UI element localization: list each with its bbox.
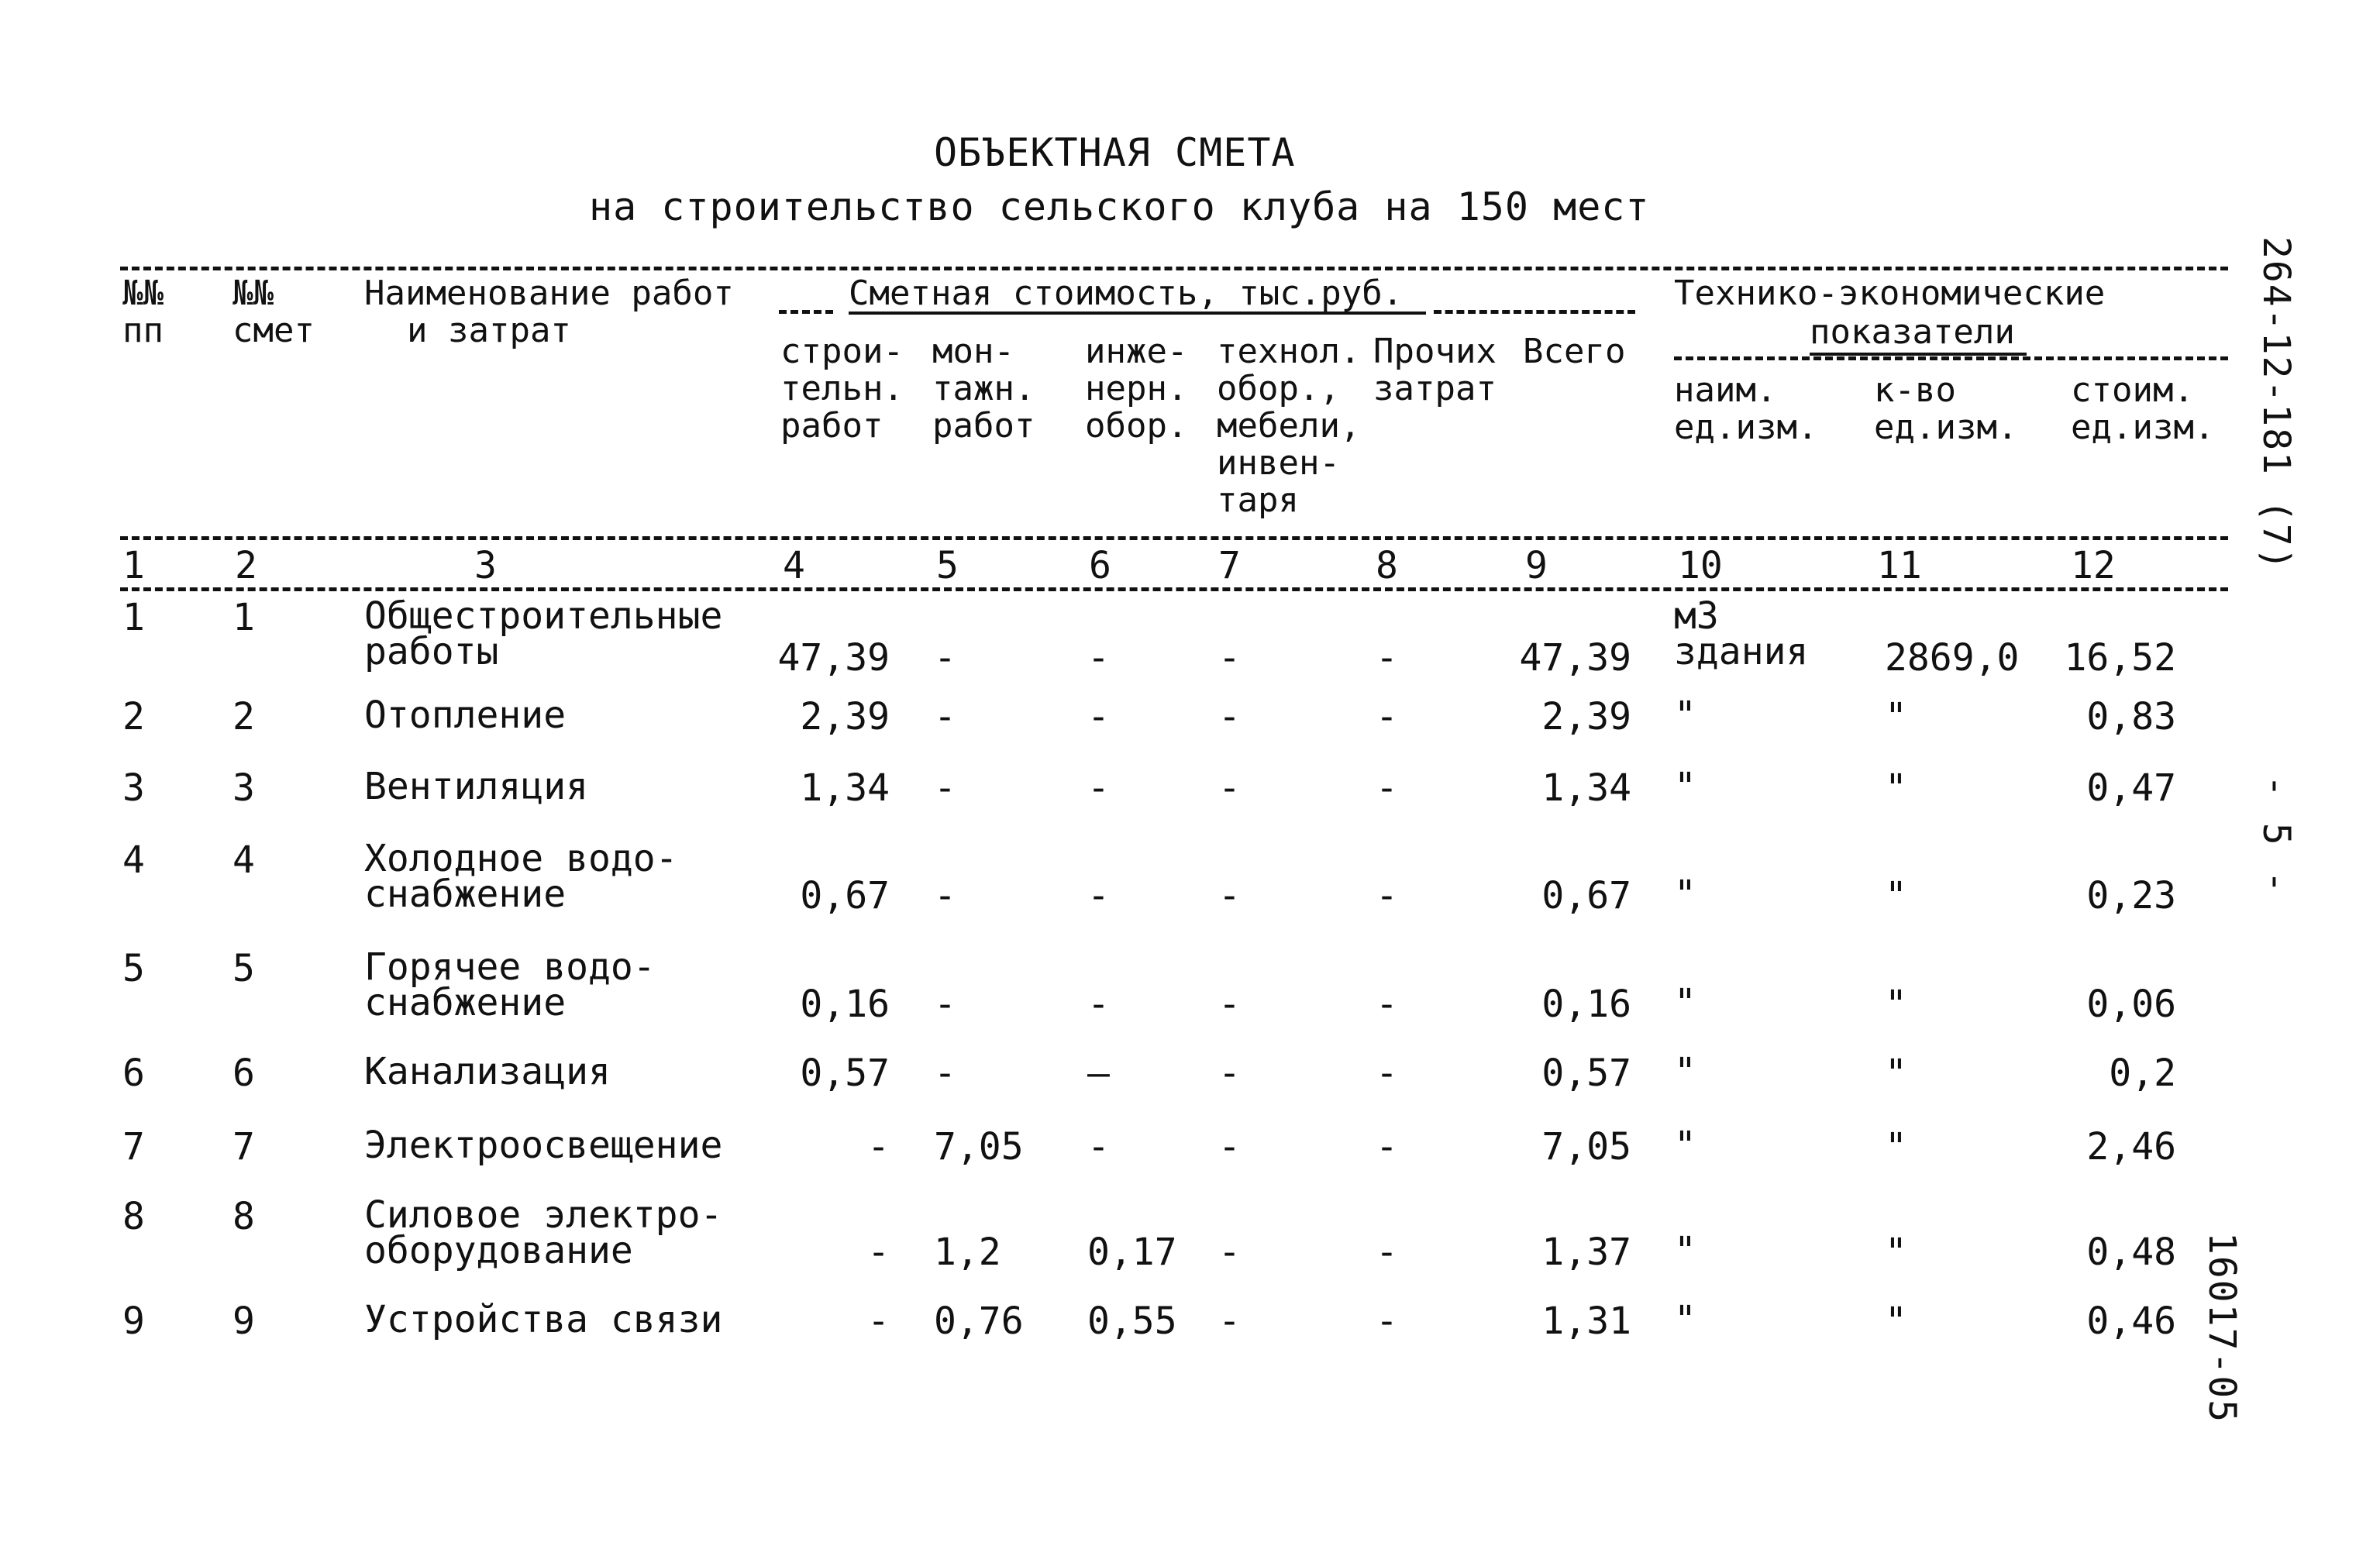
header-col-9-l1: Всего [1523, 332, 1626, 371]
header-tech-group-line2: показатели [1810, 312, 2015, 352]
row-number: 6 [122, 1052, 145, 1095]
cell-c8: - [1376, 874, 1398, 917]
unit-name-line: " [1674, 1124, 1696, 1167]
cell-c6: - [1087, 1125, 1110, 1169]
header-col-12-l1: стоим. [2071, 370, 2194, 410]
estimate-number: 8 [232, 1195, 255, 1238]
cell-c7: - [1218, 1231, 1241, 1274]
cell-c5: 1,2 [934, 1231, 1001, 1274]
cell-c10 [1674, 981, 1696, 1024]
cell-c12: 0,06 [2086, 983, 2176, 1026]
header-col-4-l2: тельн. [780, 369, 904, 408]
cell-c10 [1674, 694, 1696, 737]
col-number-12: 12 [2071, 544, 2116, 587]
cell-c5: 7,05 [934, 1125, 1024, 1169]
cell-c4: - [867, 1231, 890, 1274]
cell-c7: - [1218, 1052, 1241, 1095]
cell-c9: 1,37 [1541, 1231, 1631, 1274]
row-number: 9 [122, 1300, 145, 1343]
cell-c12: 16,52 [2064, 636, 2176, 680]
cell-c6: - [1087, 874, 1110, 917]
cell-c9: 1,31 [1541, 1300, 1631, 1343]
cell-c10 [1674, 873, 1696, 916]
header-col-6-l3: обор. [1085, 406, 1188, 446]
work-name [364, 594, 723, 673]
unit-name-line: " [1674, 873, 1696, 916]
header-col-11-l1: к-во [1874, 370, 1956, 410]
work-name [364, 765, 588, 808]
header-col-6-l1: инже- [1085, 332, 1188, 371]
cell-c11: " [1885, 1300, 1907, 1343]
cell-c12: 0,2 [2109, 1052, 2176, 1095]
work-name-line: Холодное водо- [364, 837, 678, 880]
header-col-4 [780, 333, 904, 445]
estimate-number: 4 [232, 838, 255, 882]
cell-c5: - [934, 983, 956, 1026]
row-number: 3 [122, 766, 145, 810]
unit-name-line: " [1674, 765, 1696, 808]
cost-group-rule-right [1434, 310, 1635, 314]
cell-c4: 0,16 [800, 983, 890, 1026]
unit-name-line: " [1674, 694, 1696, 737]
work-name-line: Электроосвещение [364, 1124, 723, 1167]
header-col-4-l3: работ [780, 406, 883, 446]
work-name-line: снабжение [364, 981, 567, 1024]
cell-c12: 0,48 [2086, 1231, 2176, 1274]
cell-c4: 47,39 [777, 636, 890, 680]
cell-c8: - [1376, 1300, 1398, 1343]
cell-c4: 1,34 [800, 766, 890, 810]
header-col-5 [932, 333, 1035, 445]
header-col-12 [2071, 372, 2214, 446]
cell-c11: " [1885, 766, 1907, 810]
col-number-5: 5 [936, 544, 959, 587]
cell-c4: 2,39 [800, 695, 890, 738]
document-title: ОБЪЕКТНАЯ СМЕТА [934, 130, 1296, 175]
col-number-3: 3 [474, 544, 497, 587]
archive-number: 16017-05 [2200, 1232, 2244, 1424]
cell-c9: 2,39 [1541, 695, 1631, 738]
col-number-2: 2 [235, 544, 257, 587]
cell-c7: - [1218, 636, 1241, 680]
cell-c11: " [1885, 874, 1907, 917]
cell-c8: - [1376, 695, 1398, 738]
cell-c11: 2869,0 [1885, 636, 2020, 680]
header-col-6-l2: нерн. [1085, 369, 1188, 408]
header-np [122, 275, 164, 349]
header-col-4-l1: строи- [780, 332, 904, 371]
header-col-7-l1: технол. [1217, 332, 1361, 371]
cell-c6: — [1087, 1052, 1110, 1095]
work-name [364, 1193, 723, 1272]
side-code: 264-12-181 (7) [2254, 236, 2298, 572]
work-name [364, 1298, 723, 1341]
header-col-12-l2: ед.изм. [2071, 408, 2215, 447]
cell-c6: - [1087, 766, 1110, 810]
cell-c9: 0,16 [1541, 983, 1631, 1026]
numbers-bottom-rule [120, 587, 2228, 591]
estimate-number: 3 [232, 766, 255, 810]
cell-c6: 0,55 [1087, 1300, 1177, 1343]
header-cost-group: Сметная стоимость, тыс.руб. [849, 274, 1404, 313]
header-col-8-l2: затрат [1373, 369, 1497, 408]
header-col-7-l3: мебели, [1217, 406, 1361, 446]
cell-c10 [1674, 1124, 1696, 1167]
cell-c11: " [1885, 1125, 1907, 1169]
cell-c6: - [1087, 983, 1110, 1026]
cell-c12: 0,83 [2086, 695, 2176, 738]
header-col-10 [1674, 372, 1817, 446]
cell-c9: 0,57 [1541, 1052, 1631, 1095]
header-smet [232, 275, 315, 349]
cell-c12: 2,46 [2086, 1125, 2176, 1169]
header-smet-line2: смет [232, 311, 315, 350]
cell-c10 [1674, 1050, 1696, 1093]
estimate-number: 2 [232, 695, 255, 738]
col-number-8: 8 [1376, 544, 1398, 587]
cell-c8: - [1376, 766, 1398, 810]
cell-c4: 0,57 [800, 1052, 890, 1095]
cell-c5: - [934, 695, 956, 738]
cell-c9: 7,05 [1541, 1125, 1631, 1169]
col-number-9: 9 [1525, 544, 1548, 587]
cell-c10 [1674, 1229, 1696, 1272]
col-number-6: 6 [1089, 544, 1111, 587]
cell-c5: - [934, 636, 956, 680]
unit-name-line: " [1674, 1050, 1696, 1093]
header-tech-group-line1: Технико-экономические [1674, 274, 2106, 313]
work-name [364, 1124, 723, 1167]
work-name-line: Канализация [364, 1050, 611, 1093]
cell-c7: - [1218, 695, 1241, 738]
work-name-line: снабжение [364, 873, 567, 916]
cell-c10 [1674, 594, 1809, 673]
cell-c12: 0,46 [2086, 1300, 2176, 1343]
cell-c8: - [1376, 1052, 1398, 1095]
cell-c8: - [1376, 1231, 1398, 1274]
work-name [364, 837, 678, 916]
cell-c4: - [867, 1300, 890, 1343]
cell-c10 [1674, 1298, 1696, 1341]
cell-c6: 0,17 [1087, 1231, 1177, 1274]
cell-c5: - [934, 766, 956, 810]
cell-c11: " [1885, 983, 1907, 1026]
header-col-7-l5: таря [1217, 480, 1299, 520]
header-col-8 [1373, 333, 1497, 408]
cell-c6: - [1087, 695, 1110, 738]
cell-c9: 1,34 [1541, 766, 1631, 810]
cell-c5: - [934, 874, 956, 917]
header-col-7 [1217, 333, 1360, 519]
cell-c8: - [1376, 983, 1398, 1026]
col-number-1: 1 [122, 544, 145, 587]
cell-c11: " [1885, 695, 1907, 738]
header-smet-line1: №№ [232, 274, 274, 313]
cell-c7: - [1218, 1300, 1241, 1343]
work-name [364, 694, 567, 737]
header-col-6 [1085, 333, 1187, 445]
work-name [364, 1050, 611, 1093]
unit-name-line: " [1674, 1298, 1696, 1341]
header-col-5-l1: мон- [932, 332, 1014, 371]
row-number: 4 [122, 838, 145, 882]
cost-group-rule-left [779, 310, 833, 314]
tech-subheader-rule [1674, 356, 2228, 360]
header-col-11 [1874, 372, 2017, 446]
header-col-5-l3: работ [932, 406, 1035, 446]
col-number-4: 4 [783, 544, 805, 587]
cell-c12: 0,23 [2086, 874, 2176, 917]
unit-name-line: " [1674, 981, 1696, 1024]
header-np-line1: №№ [122, 274, 164, 313]
header-col-5-l2: тажн. [932, 369, 1035, 408]
header-col-7-l2: обор., [1217, 369, 1340, 408]
cell-c7: - [1218, 874, 1241, 917]
header-name-line1: Наименование работ [364, 274, 734, 313]
work-name-line: Вентиляция [364, 765, 588, 808]
cell-c8: - [1376, 636, 1398, 680]
cell-c5: - [934, 1052, 956, 1095]
cell-c11: " [1885, 1052, 1907, 1095]
header-np-line2: пп [122, 311, 164, 350]
cell-c7: - [1218, 1125, 1241, 1169]
estimate-number: 9 [232, 1300, 255, 1343]
col-number-10: 10 [1678, 544, 1723, 587]
unit-name-line: здания [1674, 630, 1809, 673]
estimate-number: 5 [232, 947, 255, 990]
cell-c6: - [1087, 636, 1110, 680]
document-subtitle: на строительство сельского клуба на 150 мест [589, 184, 1650, 229]
page-number: - 5 - [2254, 775, 2298, 895]
row-number: 5 [122, 947, 145, 990]
cell-c9: 0,67 [1541, 874, 1631, 917]
cell-c8: - [1376, 1125, 1398, 1169]
row-number: 2 [122, 695, 145, 738]
cell-c9: 47,39 [1519, 636, 1631, 680]
header-bottom-rule [120, 536, 2228, 540]
work-name [364, 945, 656, 1024]
work-name-line: Общестроительные [364, 594, 723, 638]
cell-c7: - [1218, 766, 1241, 810]
estimate-number: 7 [232, 1125, 255, 1169]
estimate-number: 1 [232, 596, 255, 639]
work-name-line: Отопление [364, 694, 567, 737]
work-name-line: оборудование [364, 1229, 633, 1272]
cell-c4: 0,67 [800, 874, 890, 917]
header-name [364, 275, 734, 349]
cell-c10 [1674, 765, 1696, 808]
header-col-7-l4: инвен- [1217, 443, 1340, 483]
work-name-line: Горячее водо- [364, 945, 656, 989]
header-col-10-l2: ед.изм. [1674, 408, 1818, 447]
cell-c7: - [1218, 983, 1241, 1026]
work-name-line: Силовое электро- [364, 1193, 723, 1237]
row-number: 1 [122, 596, 145, 639]
header-name-line2: и затрат [407, 311, 571, 350]
header-col-11-l2: ед.изм. [1874, 408, 2018, 447]
row-number: 8 [122, 1195, 145, 1238]
cell-c11: " [1885, 1231, 1907, 1274]
col-number-11: 11 [1877, 544, 1922, 587]
col-number-7: 7 [1218, 544, 1241, 587]
work-name-line: работы [364, 630, 499, 673]
unit-name-line: " [1674, 1229, 1696, 1272]
estimate-number: 6 [232, 1052, 255, 1095]
row-number: 7 [122, 1125, 145, 1169]
work-name-line: Устройства связи [364, 1298, 723, 1341]
unit-name-line: м3 [1674, 594, 1719, 638]
header-col-8-l1: Прочих [1373, 332, 1497, 371]
header-col-10-l1: наим. [1674, 370, 1777, 410]
cell-c5: 0,76 [934, 1300, 1024, 1343]
tech-group-underline [1810, 353, 2027, 356]
cell-c4: - [867, 1125, 890, 1169]
header-col-9 [1523, 333, 1625, 370]
cell-c12: 0,47 [2086, 766, 2176, 810]
header-top-rule [120, 267, 2228, 270]
